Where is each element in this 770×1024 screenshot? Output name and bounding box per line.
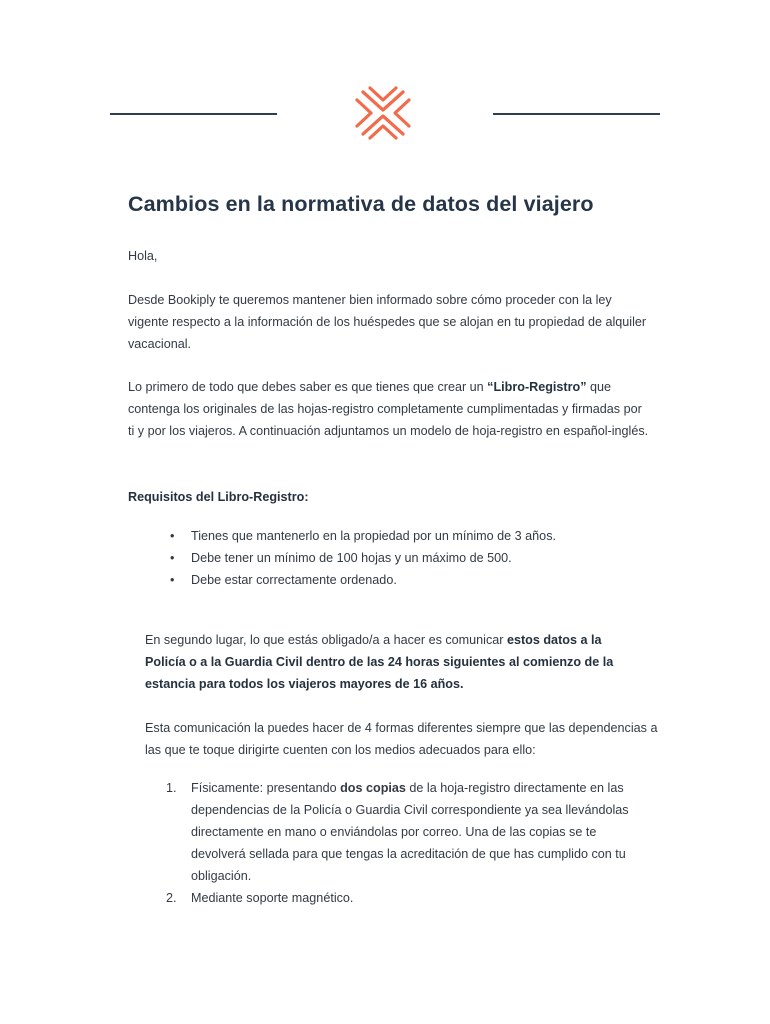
method-text-before: Físicamente: presentando: [191, 781, 341, 795]
libro-text-before: Lo primero de todo que debes saber es que tienes que crear un: [128, 380, 488, 394]
method-text-before: Mediante soporte magnético.: [191, 891, 354, 905]
list-item: [128, 569, 556, 591]
bullet-glyph: •: [170, 551, 175, 565]
greeting: Hola,: [128, 249, 158, 263]
requirements-heading: Requisitos del Libro-Registro:: [128, 490, 309, 504]
second-step-paragraph: [145, 629, 645, 695]
second-text-before: En segundo lugar, lo que estás obligado/a a hacer es comunicar: [145, 633, 507, 647]
libro-registro-term: “Libro-Registro”: [487, 380, 587, 394]
list-number: 1.: [166, 781, 177, 795]
list-item-text: Tienes que mantenerlo en la propiedad por un mínimo de 3 años.: [191, 529, 556, 543]
requirements-list: [128, 525, 556, 591]
method-text-after: de la hoja-registro directamente en las dependencias de la Policía o Guardia Civil correspondiente ya sea llevándolas directamente en mano o enviándolas por correo. Una de las copias se te devolverá sellada para que tengas la acreditación de que has cumplido con tu obligación.: [191, 781, 629, 883]
libro-text-after: que contenga los originales de las hojas-registro completamente cumplimentadas y firmadas por ti y por los viajeros. A continuación adjuntamos un modelo de hoja-registro en español-inglés.: [128, 380, 649, 438]
bookiply-x-logo-icon: [355, 86, 411, 140]
libro-registro-paragraph: [128, 376, 650, 442]
header-rule-left: [110, 113, 277, 115]
list-item-text: Debe tener un mínimo de 100 hojas y un máximo de 500.: [191, 551, 512, 565]
list-item: [128, 547, 556, 569]
page-title: Cambios en la normativa de datos del viajero: [128, 192, 594, 216]
list-item-text: Debe estar correctamente ordenado.: [191, 573, 397, 587]
list-item: [128, 777, 653, 887]
list-item: [128, 887, 653, 909]
intro-paragraph: Desde Bookiply te queremos mantener bien informado sobre cómo proceder con la ley vigente respecto a la información de los huéspedes que se alojan en tu propiedad de alquiler vacacional.: [128, 293, 647, 351]
list-number: 2.: [166, 891, 177, 905]
bullet-glyph: •: [170, 573, 175, 587]
methods-list: [128, 777, 653, 909]
list-item: [128, 525, 556, 547]
bullet-glyph: •: [170, 529, 175, 543]
second-text-bold: estos datos a la Policía o a la Guardia Civil dentro de las 24 horas siguientes al comienzo de la estancia para todos los viajeros mayores de 16 años.: [145, 633, 614, 691]
method-text-bold: dos copias: [340, 781, 406, 795]
communication-paragraph: Esta comunicación la puedes hacer de 4 formas diferentes siempre que las dependencias a las que te toque dirigirte cuenten con los medios adecuados para ello:: [145, 721, 658, 757]
header-rule-right: [493, 113, 660, 115]
